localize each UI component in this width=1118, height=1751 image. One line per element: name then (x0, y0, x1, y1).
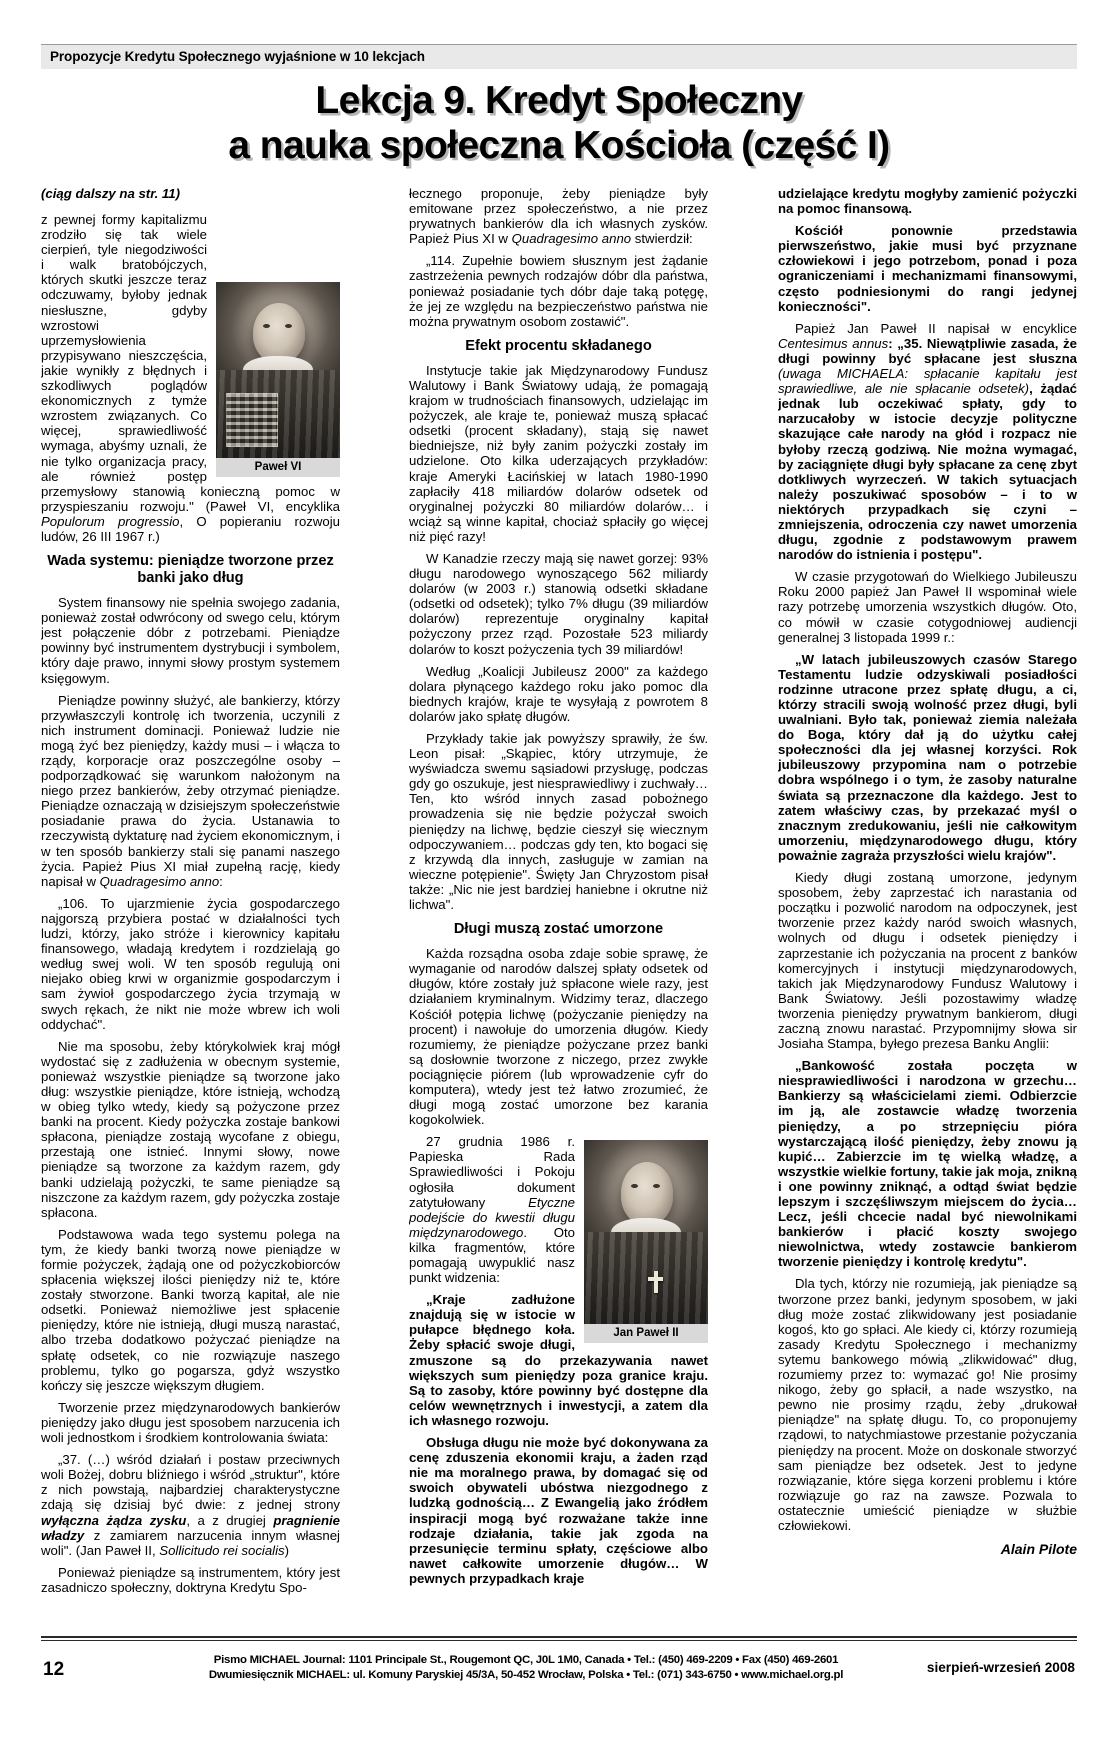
c1-para-3-text: Pieniądze powinny służyć, ale bankierzy, którzy przywłaszczyli kontrolę ich tworzenia, uczynili z nich instrument dominacji. Ponieważ ludzie nie mogą żyć bez pieniędzy, każdy musi – i włącza to rządy, korporacje oraz poszczególne osoby – podporządkować się warunkom nałożonym na niego przez bankierów, żeby otrzymać pieniądze. Pieniądze oznaczają w dzisiejszym społeczeństwie posiadanie prawa do życia. Ustanawia to rzeczywistą dyktaturę nad życiem ekonomicznym, i w ten sposób bankierzy stali się panami naszego życia. Papież Pius XI miał zupełną rację, kiedy napisał w (41, 692, 340, 889)
c1-para-8-a: „37. (…) wśród działań i postaw przeciwnych woli Bożej, dobru bliźniego i wśród „struktur", które z nich powstają, najbardziej charakterystyczne zdają się dzisiaj być dwie: z jednej strony (41, 1452, 340, 1513)
c1-para-1-tail: , O popieraniu rozwoju ludów, 26 III 1967 r.) (41, 513, 340, 544)
c1-para-4: „106. To ujarzmienie życia gospodarczego najgorszą przybiera postać w działalności tych ludzi, którzy, jako stróże i kierownicy kapitału finansowego, władają kredytem i rozdzielają go według swej woli. W ten sposób regulują oni niejako obieg krwi w organizmie gospodarczym i sam żywioł gospodarczego życia trzymają w swych rękach, że nikt nie może wbrew ich woli oddychać". (41, 895, 340, 1032)
c1-para-8-bold-1: wyłączna żądza zysku (41, 1512, 187, 1528)
c2-para-8-tail: . Oto kilka fragmentów, które pomagają uwypuklić nasz punkt widzenia: (409, 1224, 575, 1286)
c3-para-3-italic-2: (uwaga MICHAELA: spłacanie kapitału jest sprawiedliwe, ale nie spłacanie odsetek) (778, 366, 1077, 397)
c2-para-1 (409, 186, 708, 246)
c3-para-3 (778, 321, 1077, 563)
c2-para-1-a: łecznego proponuje, żeby pieniądze były emitowane przez społeczeństwo, a nie przez prywatnych bankierów dla ich własnych zysków. Papież Pius XI w (409, 186, 708, 247)
page-title (41, 78, 1077, 168)
c1-para-9: Ponieważ pieniądze są instrumentem, który jest zasadniczo społeczny, doktryna Kredytu Spo- (41, 1564, 340, 1595)
c1-para-6: Podstawowa wada tego systemu polega na tym, że kiedy banki tworzą nowe pieniądze w formie pożyczek, żądają one od pożyczkobiorców spłacenia większej ilości pieniędzy niż te, które zostały stworzone. Banki tworzą kapitał, ale nie odsetki. Ponieważ niemożliwe jest spłacenie pieniędzy, które nie istnieją, długi muszą narastać, albo trzeba dodatkowo pożyczać pieniądze na spłatę odsetek, co nie rozwiązuje naszego problemu, tylko go pogarsza, gdyż wszystko kończy się jeszcze większym długiem. (41, 1226, 340, 1393)
c1-para-8 (41, 1452, 340, 1558)
column-2 (409, 186, 708, 1618)
photo-john-paul-ii (584, 1140, 708, 1343)
issue-date: sierpień-wrzesień 2008 (926, 1660, 1075, 1675)
imprint-block (131, 1653, 921, 1683)
photo-john-paul-ii-image (584, 1140, 708, 1324)
article-columns (41, 186, 1077, 1618)
c2-para-3: Instytucje takie jak Międzynarodowy Fundusz Walutowy i Bank Światowy udają, że pomagają krajom w trudnościach finansowych, udzielając im pożyczek, ale kraje te, ponieważ muszą spłacać odsetki (procent składany), stają się nawet biedniejsze, niż były zanim pożyczki zostały im udzielone. Oto kilka uderzających przykładów: kraje Ameryki Łacińskiej w latach 1980-1990 zapłaciły 418 miliardów dolarów odsetek od oryginalnej pożyczki 80 miliardów dolarów… i wciąż są winne kapitał, chociaż spłaciły go więcej niż pięć razy! (409, 362, 708, 544)
column-3 (778, 186, 1077, 1618)
photo-paul-vi-caption: Paweł VI (216, 458, 340, 477)
c1-para-8-bold-2: pragnienie władzy (41, 1512, 340, 1543)
running-head-bar (41, 44, 1077, 69)
c1-para-5: Nie ma sposobu, żeby którykolwiek kraj mógł wydostać się z zadłużenia w obecnym systemie, ponieważ wszystkie pieniądze są tworzone jako dług: wszystkie pieniądze, które istnieją, wchodzą w obieg tylko wtedy, kiedy są pożyczone przez banki na procent. Kiedy pożyczka zostaje bankowi spłacona, pieniądze zostają wycofane z obiegu, przestają one istnieć. Innymi słowy, nowe pieniądze są tworzone za każdym razem, gdy banki udzielają pożyczki, te same pieniądze są niszczone za każdym razem, gdy pożyczka zostaje spłacona. (41, 1038, 340, 1220)
c3-para-4: W czasie przygotowań do Wielkiego Jubileuszu Roku 2000 papież Jan Paweł II wspominał wiele razy potrzebę umorzenia wszystkich długów. Oto, co mówił w czasie cotygodniowej audiencji generalnej 3 listopada 1999 r.: (778, 569, 1077, 645)
folio-number: 12 (43, 1659, 65, 1680)
c1-para-7: Tworzenie przez międzynarodowych bankierów pieniędzy jako długu jest sposobem narzucenia ich woli jednostkom i środkiem kontrolowania świata: (41, 1399, 340, 1446)
photo-paul-vi-image (216, 282, 340, 458)
imprint-line-1: Pismo MICHAEL Journal: 1101 Principale St., Rougemont QC, J0L 1M0, Canada • Tel.: (450) 469-2209 • Fax (450) 469-2601 (213, 1654, 839, 1666)
footer-divider (41, 1636, 1077, 1641)
c1-para-3-tail: : (219, 873, 223, 889)
c2-para-1-tail: stwierdził: (631, 231, 693, 247)
c3-para-1: udzielające kredytu mogłyby zamienić pożyczki na pomoc finansową. (778, 186, 1077, 217)
c3-para-7-quote: „Bankowość została poczęta w niesprawiedliwości i narodzona w grzechu… Bankierzy są właścicielami ziemi. Odbierzcie im ją, ale zostawcie władzę tworzenia pieniędzy, a po strzepnięciu pióra wystarczającą ilość pieniędzy, żeby znowu ją kupić… Zabierzcie im tę wielką władzę, a wszystkie wielkie fortuny, takie jak moja, znikną i one powinny zniknąć, a odtąd świat będzie lepszym i szczęśliwszym miejscem do życia… Lecz, jeśli chcecie nadal być niewolnikami bankierów i płacić koszty swojego niewolnictwa, wtedy zostawcie bankierom tworzenie pieniędzy i kontrolę kredytu". (778, 1058, 1077, 1270)
page-footer (41, 1651, 1077, 1691)
column-1 (41, 186, 340, 1618)
c3-para-6: Kiedy długi zostaną umorzone, jedynym sposobem, żeby zaprzestać ich narastania od początku i pozwolić narodom na odpoczynek, jest tworzenie przez każdy naród swoich własnych, wolnych od długu i odsetek pieniędzy i zaprzestanie ich pożyczania na procent z banków komercyjnych i instytucji międzynarodowych, takich jak Międzynarodowy Fundusz Walutowy i Bank Światowy. Jeśli pozostawimy władzę tworzenia pieniędzy prywatnym bankierom, długi zaczną znowu narastać. Przypomnijmy słowa sir Josiaha Stampa, byłego prezesa Banku Anglii: (778, 870, 1077, 1052)
c2-para-8-a: 27 grudnia 1986 r. Papieska Rada Sprawiedliwości i Pokoju ogłosiła dokument zatytułowany (409, 1134, 575, 1210)
c1-para-8-end: ) (284, 1542, 290, 1558)
heading-efekt: Efekt procentu składanego (465, 337, 652, 354)
author-signature: Alain Pilote (1000, 1541, 1077, 1558)
c2-para-2: „114. Zupełnie bowiem słusznym jest żądanie zastrzeżenia pewnych rodzajów dóbr dla państwa, ponieważ posiadanie tych dóbr daje taką potęgę, że jej ze względu na bezpieczeństwo państwa nie można prywatnym osobom zostawić". (409, 253, 708, 329)
c3-para-5-quote: „W latach jubileuszowych czasów Starego Testamentu ludzie odzyskiwali posiadłości rodzinne utracone przez spłatę długu, a ci, którzy stracili swoją wolność przez długi, byli uwalniani. Było tak, ponieważ ziemia należała do Boga, który dał ją do użytku całej społeczności dla jej własnej korzyści. Rok jubileuszowy przypomina nam o potrzebie dobra wspólnego i o tym, że zasoby naturalne świata są przeznaczone dla każdego. Jest to zatem właściwy czas, by przekazać myśl o znacznym zredukowaniu, jeśli nie całkowitym umorzeniu, międzynarodowego długu, który poważnie zagraża przyszłości wielu krajów". (778, 651, 1077, 863)
c2-para-7: Każda rozsądna osoba zdaje sobie sprawę, że wymaganie od narodów dalszej spłaty odsetek od długów, które zostały już spłacone wiele razy, jest działaniem kryminalnym. Widzimy teraz, dlaczego Kościół potępia lichwę (pożyczanie pieniędzy na procent) i nawołuje do umorzenia długów. Kiedy rozumiemy, że pieniądze pożyczane przez banki są dosłownie tworzone z niczego, przez zwykłe pociągnięcie piórem (lub wprowadzenie cyfr do komputera), wtedy jest też łatwo zrozumieć, że długi mogą zostać umorzone bez karania kogokolwiek. (409, 946, 708, 1128)
c2-para-5: Według „Koalicji Jubileusz 2000" za każdego dolara płynącego każdego roku jako pomoc dla biednych krajów, kraje te wysyłają z powrotem 8 dolarów jako spłatę długów. (409, 663, 708, 724)
c2-para-1-italic: Quadragesimo anno (511, 231, 632, 247)
c1-para-3 (41, 693, 340, 889)
c3-para-2: Kościół ponownie przedstawia pierwszeństwo, jakie musi być przyznane człowiekowi i jego potrzebom, ponad i poza ograniczeniami i mechanizmami finansowymi, często podniesionymi do rangi jedynej konieczności". (778, 223, 1077, 314)
photo-john-paul-ii-caption: Jan Paweł II (584, 1324, 708, 1343)
c3-para-8: Dla tych, którzy nie rozumieją, jak pieniądze są tworzone przez banki, jedynym sposobem, w jaki dług może zostać zlikwidowany jest posiadanie kogoś, kto go spłaci. Ale kiedy ci, którzy rozumieją zasady Kredytu Społecznego i mechanizmy sytemu bankowego mówią „zlikwidować" dług, rozumiemy przez to: wymazać go! Nie prosimy nikogo, żeby go spłacił, a nade wszystko, na pewno nie prosimy rządu, żeby „drukował pieniądze" na spłatę długu. To, co proponujemy rządowi, to natychmiastowe przestanie pożyczania pieniędzy na procent. Może on doskonale stworzyć sam pieniądze bez odsetek. Jest to jedyne rozwiązanie, które sięga korzeni problemu i które rozwiązuje go raz na zawsze. Pozwala to ostatecznie umieścić pieniądze w służbie człowiekowi. (778, 1276, 1077, 1533)
c1-para-2: System finansowy nie spełnia swojego zadania, ponieważ został odwrócony od swego celu, którym jest połączenie dóbr z potrzebami. Pieniądze powinny być instrumentem dystrybucji i symbolem, który daje prawo, innymi słowy prostym systemem księgowym. (41, 595, 340, 686)
c3-para-3-bold-2: , żądać jednak lub oczekiwać spłaty, gdy to narzucałoby w istocie decyzje polityczne skazujące całe narody na głód i rozpacz nie byłoby rzeczą godziwą. Nie można wymagać, by zaciągnięte długi były spłacane za cenę zbyt dotkliwych wyrzeczeń. W takich sytuacjach należy poszukiwać sposobów – i to w niektórych przypadkach się czyni – zmniejszenia, odroczenia czy nawet umorzenia długu, zgodnie z podstawowym prawem narodów do istnienia i postępu". (778, 381, 1077, 563)
c2-para-9-quote: „Kraje zadłużone znajdują się w istocie w pułapce błędnego koła. Żeby spłacić swoje długi, zmuszone są do przekazywania nawet większych sum pieniędzy poza granice kraju. Są to zasoby, które powinny być dostępne dla celów wewnętrznych i inwestycji, a zatem dla ich własnego rozwoju. (409, 1292, 708, 1428)
c3-para-3-a: Papież Jan Paweł II napisał w encyklice (795, 320, 1077, 336)
photo-paul-vi (216, 282, 340, 477)
c1-para-8-italic: Sollicitudo rei socialis (159, 1542, 285, 1558)
c1-para-1-italic: Populorum progressio (41, 513, 180, 529)
c1-para-3-italic: Quadragesimo anno (99, 873, 220, 889)
c2-para-10-quote: Obsługa długu nie może być dokonywana za cenę zduszenia ekonomii kraju, a żaden rząd nie ma moralnego prawa, by domagać się od swoich obywateli ubóstwa niezgodnego z ludzką godnością… Z Ewangelią jako źródłem inspiracji mogą być rozważane także inne rodzaje działania, takie jak zgoda na przesunięcie terminu spłaty, częściowe albo nawet całkowite umorzenie długów… W pewnych przypadkach kraje (409, 1435, 708, 1586)
c3-para-3-italic: Centesimus annus (778, 335, 889, 351)
heading-dlugi: Długi muszą zostać umorzone (453, 921, 664, 938)
c3-para-3-bold-1: : „35. Niewątpliwie zasada, że długi powinny być spłacane jest słuszna (778, 335, 1077, 366)
imprint-line-2: Dwumiesięcznik MICHAEL: ul. Komuny Paryskiej 45/3A, 50-452 Wrocław, Polska • Tel.: (071) 343-6750 • www.michael.org.pl (208, 1669, 844, 1681)
page-title-line-2: a nauka społeczna Kościoła (część I) (228, 124, 890, 168)
c2-para-8-italic: Etyczne podejście do kwestii długu międzynarodowego (409, 1194, 575, 1240)
c1-para-8-mid: , a z drugiej (186, 1512, 274, 1528)
page-title-line-1: Lekcja 9. Kredyt Społeczny (315, 79, 803, 122)
c2-para-4: W Kanadzie rzeczy mają się nawet gorzej: 93% długu narodowego wynoszącego 562 miliardy dolarów (w 2003 r.) stanowią odsetki składane (odsetki od odsetek); tylko 7% długu (39 miliardów dolarów) reprezentuje oryginalny kapitał pożyczony przez rząd. Pozostałe 523 miliardy dolarów to koszt pożyczenia tych 39 miliardów! (409, 550, 708, 657)
c1-para-1-text: z pewnej formy kapitalizmu zrodziło się tak wiele cierpień, tyle niegodziwości i walk bratobójczych, których skutki jeszcze teraz odczuwamy, byłoby jednak niesłuszne, gdyby wzrostowi uprzemysłowienia przypisywano nieszczęścia, jakie wynikły z błędnych i szkodliwych poglądów ekonomicznych z tymże wzrostem związanych. Co więcej, sprawiedliwość wymaga, abyśmy uznali, że nie tylko organizacja pracy, ale również postęp przemysłowy stanowią konieczną pomoc w przyspieszaniu rozwoju." (Paweł VI, encyklika (41, 212, 340, 514)
c2-para-6: Przykłady takie jak powyższy sprawiły, że św. Leon pisał: „Skąpiec, który utrzymuje, że wyświadcza swemu sąsiadowi przysługę, podczas gdy go oszukuje, jest niesprawiedliwy i zuchwały… Ten, kto wśród innych zasad pobożnego prowadzenia się nie będzie pożyczał swoich pieniędzy na lichwę, będzie cieszył się wiecznym odpoczywaniem… podczas gdy ten, kto bogaci się z krzywdą dla innych, zasługuje w zamian na wieczne potępienie". Święty Jan Chryzostom pisał także: „Nic nie jest bardziej haniebne i okrutne niż lichwa". (409, 731, 708, 913)
running-head-text: Propozycje Kredytu Społecznego wyjaśnione w 10 lekcjach (50, 49, 425, 64)
heading-wada: Wada systemu: pieniądze tworzone przez banki jako dług (47, 553, 334, 587)
continuation-kicker: (ciąg dalszy na str. 11) (41, 186, 181, 201)
c1-para-8-tail: z zamiarem narzucenia innym własnej woli". (Jan Paweł II, (41, 1527, 340, 1558)
